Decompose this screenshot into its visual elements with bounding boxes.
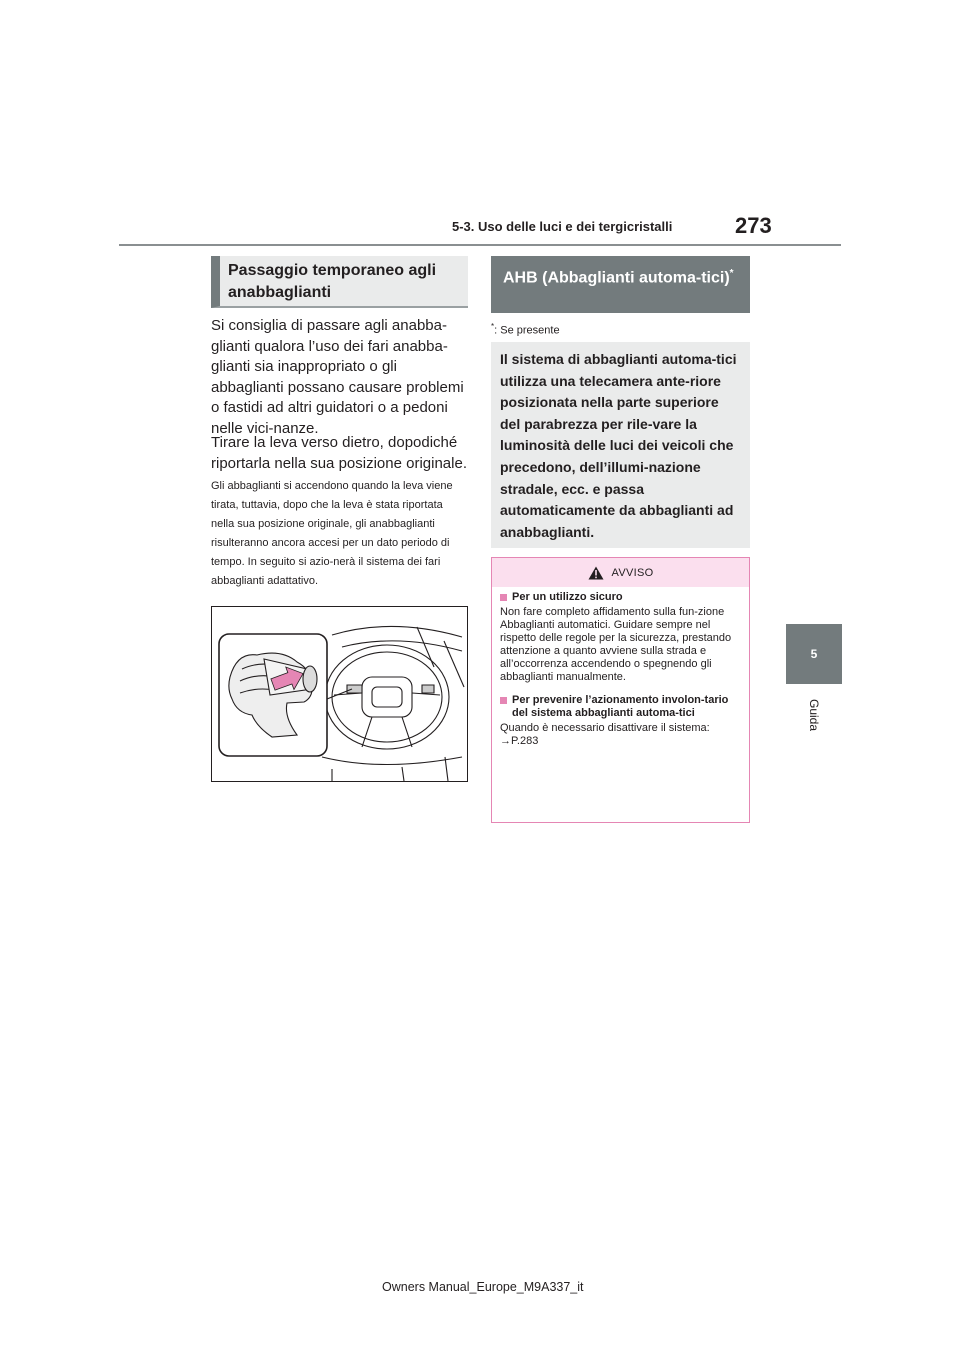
temporary-low-beam-heading: Passaggio temporaneo agli anabbaglianti	[211, 256, 468, 308]
ahb-heading-text: AHB (Abbaglianti automa-tici)	[503, 269, 730, 287]
header-divider	[119, 244, 841, 246]
page-number: 273	[735, 213, 772, 238]
chapter-label	[786, 690, 842, 740]
warning-title: AVVISO	[611, 566, 654, 579]
lever-illustration	[211, 606, 468, 782]
chapter-name: Guida	[807, 698, 821, 732]
warning-header	[492, 558, 749, 587]
warning-subtitle-text: Per prevenire l’azionamento involon-tario del sistema abbaglianti automa-tici	[512, 694, 729, 719]
warning-body	[500, 591, 743, 758]
ahb-heading-asterisk: *	[729, 268, 734, 279]
footnote-mark: *	[491, 322, 495, 331]
warning-subtitle-prevent-activation	[500, 694, 743, 720]
warning-subtitle-text: Per un utilizzo sicuro	[512, 591, 623, 603]
steering-lever-drawing	[212, 607, 467, 781]
intro-paragraph: Si consiglia di passare agli anabba-glianti qualora l’uso dei fari anabba-glianti sia inappropriato o gli abbaglianti possano causare problemi o fastidi ad altri guidatori o a pedoni nelle vici-nanze.	[211, 317, 464, 437]
warning-text-safe-use: Non fare completo affidamento sulla fun-zione Abbaglianti automatici. Guidare sempre nel rispetto delle regole per la sicurezza, prestando attenzione a quanto avviene sulla strada e all’occorrenza accendendo o spegnendo gli abbaglianti manualmente.	[500, 606, 732, 683]
section-title: 5-3. Uso delle luci e dei tergicristalli	[452, 219, 673, 234]
warning-text-prevent-activation: Quando è necessario disattivare il sistema: →P.283	[500, 722, 710, 747]
footer-document-id: Owners Manual_Europe_M9A337_it	[382, 1280, 584, 1294]
pink-square-bullet-icon	[500, 697, 507, 704]
availability-footnote	[491, 322, 560, 337]
chapter-tab	[786, 624, 842, 684]
warning-subtitle-safe-use	[500, 591, 743, 604]
ahb-heading	[491, 256, 750, 313]
pink-square-bullet-icon	[500, 594, 507, 601]
note-paragraph: Gli abbaglianti si accendono quando la leva viene tirata, tuttavia, dopo che la leva è stata riportata nella sua posizione originale, gli anabbaglianti risulteranno ancora accesi per un dato periodo di tempo. In seguito si azio-nerà il sistema dei fari abbaglianti adattativo.	[211, 480, 453, 587]
instruction-paragraph: Tirare la leva verso dietro, dopodiché riportarla nella sua posizione originale.	[211, 434, 467, 472]
warning-triangle-icon	[588, 566, 604, 580]
ahb-description-box: Il sistema di abbaglianti automa-tici utilizza una telecamera ante-riore posizionata nella parte superiore del parabrezza per rile-vare la luminosità delle luci dei veicoli che precedono, dell’illumi-nazione stradale, ecc. e passa automaticamente da abbaglianti ad anabbaglianti.	[491, 342, 750, 548]
footnote-text: : Se presente	[494, 324, 560, 337]
warning-box	[491, 557, 750, 823]
chapter-number: 5	[810, 647, 818, 661]
